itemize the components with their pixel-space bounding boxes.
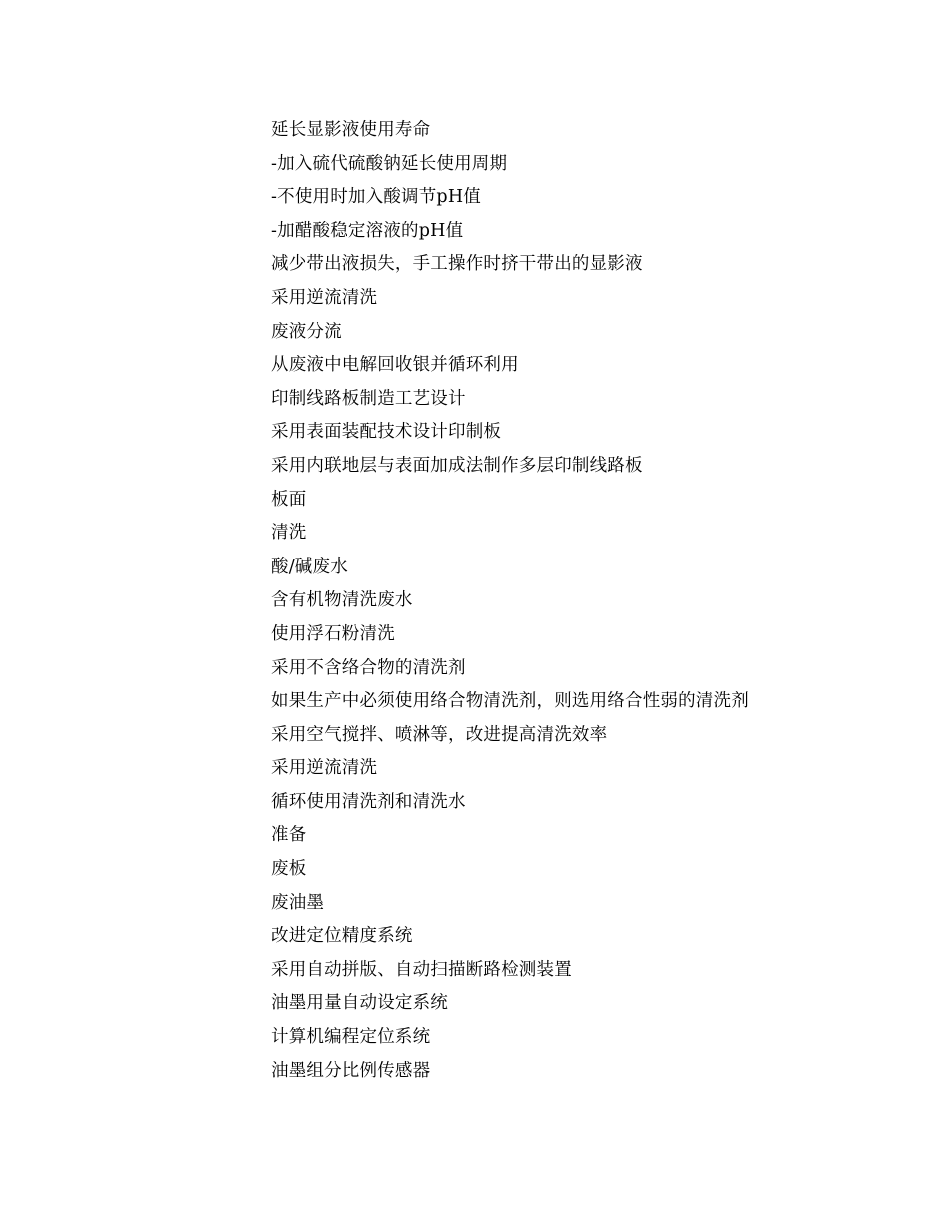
text-line: 从废液中电解回收银并循环利用 bbox=[271, 355, 519, 376]
text-line: 循环使用清洗剂和清洗水 bbox=[271, 791, 466, 812]
text-line: 改进定位精度系统 bbox=[271, 926, 413, 947]
text-line: 采用空气搅拌、喷淋等，改进提高清洗效率 bbox=[271, 724, 608, 745]
text-line: 油墨组分比例传感器 bbox=[271, 1060, 431, 1081]
text-line: 计算机编程定位系统 bbox=[271, 1027, 431, 1048]
text-line: 采用表面装配技术设计印制板 bbox=[271, 422, 502, 443]
text-line: 废油墨 bbox=[271, 892, 325, 913]
text-line: 清洗 bbox=[271, 523, 307, 544]
text-line: 如果生产中必须使用络合物清洗剂，则选用络合性弱的清洗剂 bbox=[271, 691, 749, 712]
text-line: 采用自动拼版、自动扫描断路检测装置 bbox=[271, 959, 572, 980]
text-line: 含有机物清洗废水 bbox=[271, 590, 413, 611]
text-line: 板面 bbox=[271, 489, 307, 510]
text-line: 废液分流 bbox=[271, 321, 342, 342]
text-line: -不使用时加入酸调节pH值 bbox=[271, 187, 481, 208]
text-line: 使用浮石粉清洗 bbox=[271, 623, 395, 644]
text-line: 延长显影液使用寿命 bbox=[271, 120, 431, 140]
text-line: -加入硫代硫酸钠延长使用周期 bbox=[271, 153, 508, 174]
text-line: 酸/碱废水 bbox=[271, 556, 348, 577]
document-body bbox=[271, 117, 891, 1091]
text-line: 减少带出液损失，手工操作时挤干带出的显影液 bbox=[271, 254, 643, 275]
text-line: 准备 bbox=[271, 825, 307, 846]
text-line: 废板 bbox=[271, 859, 307, 880]
text-line: 采用不含络合物的清洗剂 bbox=[271, 657, 466, 678]
text-line: 采用内联地层与表面加成法制作多层印制线路板 bbox=[271, 455, 643, 476]
text-line: 印制线路板制造工艺设计 bbox=[271, 388, 466, 409]
text-line: 采用逆流清洗 bbox=[271, 758, 378, 779]
text-line: 采用逆流清洗 bbox=[271, 287, 378, 308]
text-line: -加醋酸稳定溶液的pH值 bbox=[271, 220, 464, 241]
text-line: 油墨用量自动设定系统 bbox=[271, 993, 448, 1014]
